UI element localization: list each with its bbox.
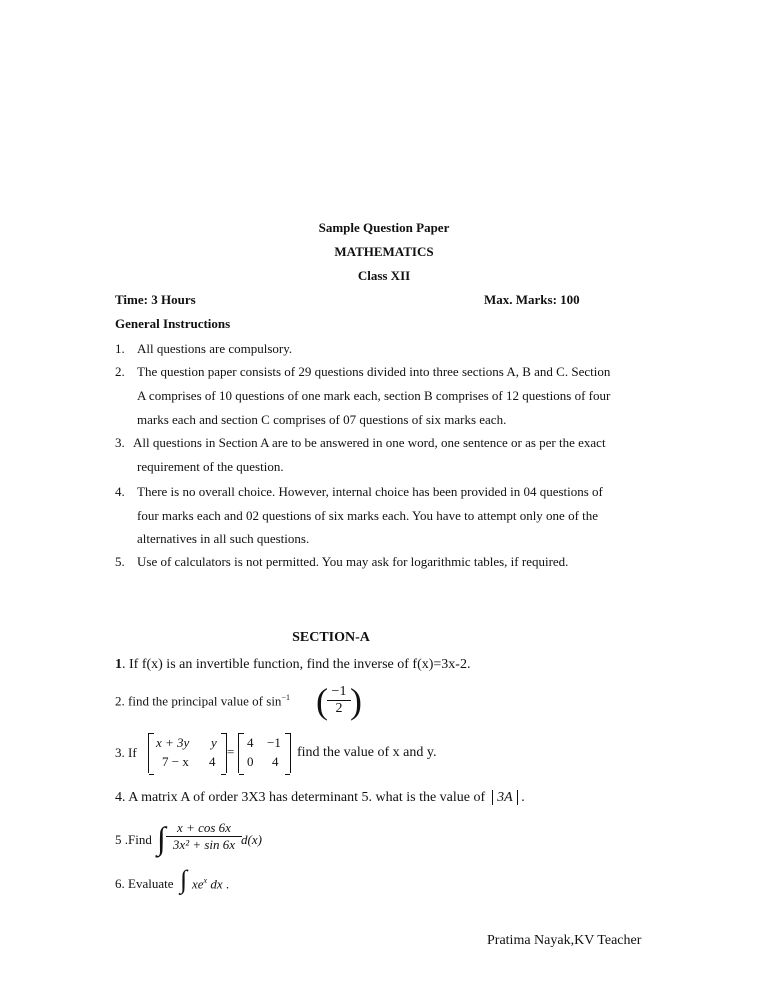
instruction-line: four marks each and 02 questions of six marks each. You have to attempt only one of the xyxy=(137,508,599,523)
instruction-line: The question paper consists of 29 questions divided into three sections A, B and C. Section xyxy=(137,364,611,379)
max-marks-label: Max. Marks: 100 xyxy=(484,292,580,307)
matrix-cell: 0 xyxy=(247,754,254,769)
instruction-line: marks each and section C comprises of 07 questions of six marks each. xyxy=(137,412,507,427)
differential: d(x) xyxy=(241,832,262,847)
section-heading xyxy=(0,630,768,646)
matrix-cell: x + 3y xyxy=(156,735,190,750)
right-paren: ) xyxy=(350,681,362,721)
question-1-text: . If f(x) is an invertible function, find the inverse of f(x)=3x-2. xyxy=(122,657,471,672)
instruction-number: 2. xyxy=(115,364,125,379)
question-2-label: 2. find the principal value of sin xyxy=(115,693,282,709)
fraction-denominator: 3x² + sin 6x xyxy=(172,837,236,852)
question-6-prefix: 6. Evaluate xyxy=(115,876,174,891)
question-6-expression xyxy=(192,876,229,892)
instruction-line: Use of calculators is not permitted. You may ask for logarithmic tables, if required. xyxy=(137,554,569,569)
matrix-left xyxy=(148,733,227,773)
question-2-text xyxy=(115,693,290,709)
question-4-end: . xyxy=(521,790,525,805)
fraction-numerator: x + cos 6x xyxy=(166,820,242,837)
time-label: Time: 3 Hours xyxy=(115,292,196,307)
matrix-cell: 4 xyxy=(272,754,279,769)
question-3-prefix: 3. If xyxy=(115,745,137,760)
integral-sign: ∫ xyxy=(180,865,188,894)
integrand: xe xyxy=(192,876,204,892)
matrix-cell: 4 xyxy=(247,735,254,750)
question-4-text: 4. A matrix A of order 3X3 has determinant 5. what is the value of xyxy=(115,790,486,805)
instruction-number: 5. xyxy=(115,554,125,569)
exponent: x xyxy=(203,876,208,885)
question-3-suffix: find the value of x and y. xyxy=(297,745,437,760)
question-4 xyxy=(115,790,525,806)
instruction-line: There is no overall choice. However, internal choice has been provided in 04 questions of xyxy=(137,484,603,499)
instruction-line: requirement of the question. xyxy=(137,459,284,474)
question-1-number: 1 xyxy=(115,657,122,672)
question-6-end: . xyxy=(225,876,230,892)
differential: dx xyxy=(210,876,223,892)
determinant-expression: 3A xyxy=(492,790,518,805)
section-a-title: SECTION-A xyxy=(292,630,370,645)
fraction-denominator: 2 xyxy=(335,701,343,716)
instruction-line: All questions in Section A are to be answered in one word, one sentence or as per the exact xyxy=(133,435,606,450)
left-paren: ( xyxy=(316,681,328,721)
matrix-cell: −1 xyxy=(267,735,281,750)
fraction-numerator: −1 xyxy=(327,684,351,701)
footer-author: Pratima Nayak,KV Teacher xyxy=(487,933,642,948)
integral-sign: ∫ xyxy=(157,820,166,856)
question-1 xyxy=(115,657,470,673)
matrix-cell: 4 xyxy=(209,754,216,769)
instruction-number: 4. xyxy=(115,484,125,499)
instruction-number: 3. xyxy=(115,435,125,450)
equals-sign: = xyxy=(227,744,235,759)
question-5-prefix: 5 .Find xyxy=(115,832,152,847)
instructions-heading: General Instructions xyxy=(115,316,231,331)
question-5-fraction xyxy=(166,820,242,853)
matrix-cell: y xyxy=(211,735,217,750)
subject-title: MATHEMATICS xyxy=(334,244,434,259)
class-title: Class XII xyxy=(357,268,411,283)
question-2-superscript: −1 xyxy=(281,693,290,702)
instruction-number: 1. xyxy=(115,341,125,356)
question-2-fraction xyxy=(327,684,351,717)
matrix-cell: 7 − x xyxy=(162,754,189,769)
instruction-line: A comprises of 10 questions of one mark each, section B comprises of 12 questions of four xyxy=(137,388,611,403)
instruction-line: All questions are compulsory. xyxy=(137,341,293,356)
instruction-line: alternatives in all such questions. xyxy=(137,531,310,546)
paper-title: Sample Question Paper xyxy=(318,220,450,235)
matrix-right xyxy=(238,733,291,773)
